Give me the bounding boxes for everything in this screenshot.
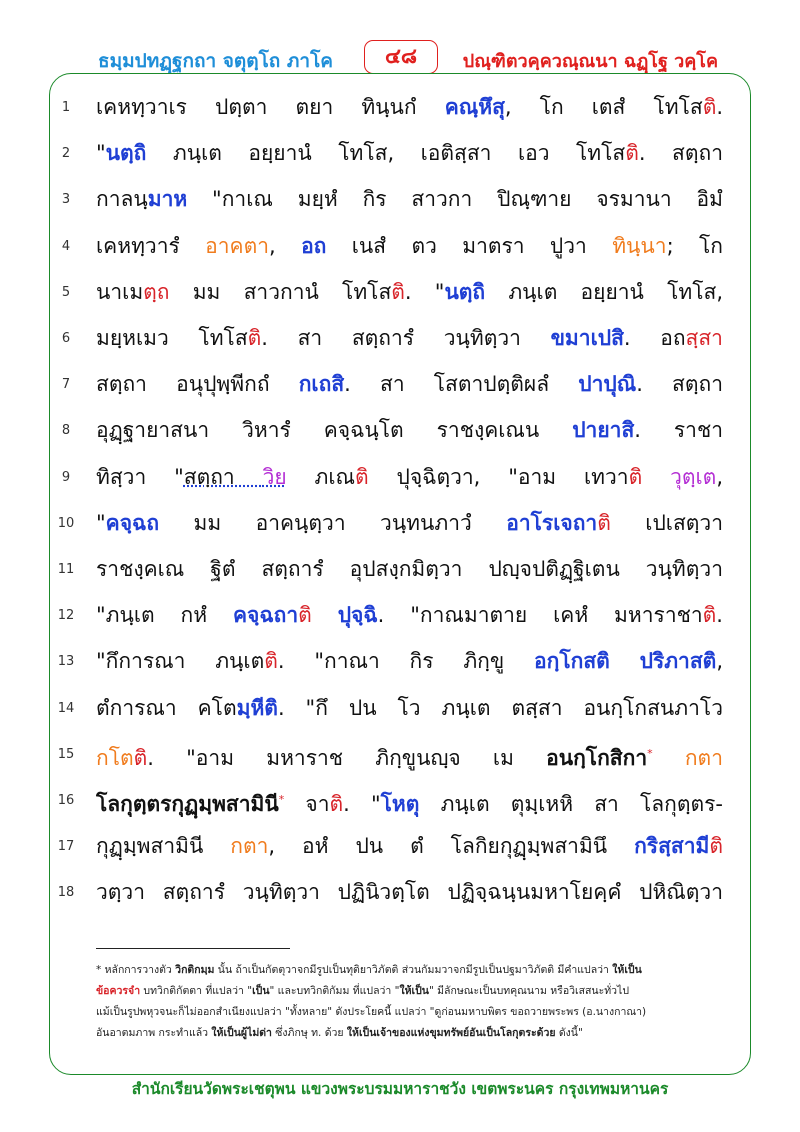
text-segment: ภนฺเต ตุมฺเหหิ สา โลกุตฺตร-: [419, 792, 723, 816]
line-text: [96, 223, 723, 269]
highlighted-word: ติ: [628, 464, 643, 489]
line-text: [96, 84, 723, 130]
highlighted-word: ติ: [329, 792, 344, 816]
text-segment: ,: [716, 649, 723, 674]
text-segment: ": [96, 141, 106, 166]
footnote-segment: " และบทวิกติกัมม ที่แปลว่า ": [269, 985, 400, 997]
text-segment: .: [716, 603, 723, 628]
highlighted-word: วุตฺเต: [670, 464, 717, 489]
footnote-segment: ให้เป็นเจ้าของแห่งขุมทรัพย์อันเป็นโลกุตระด้วย: [346, 1027, 556, 1039]
text-segment: [312, 603, 338, 627]
highlighted-word: นตฺถิ: [105, 141, 147, 166]
text-segment: กุฏฺมฺพสามินี: [96, 834, 231, 859]
line-text: [96, 823, 723, 869]
footnote-segment: อันอาตมภาพ กระทำแล้ว: [96, 1027, 212, 1039]
line-number: 2: [61, 146, 71, 162]
text-line: [0, 869, 800, 915]
highlighted-word: นตฺถิ: [444, 279, 486, 304]
line-number: 3: [61, 192, 71, 208]
highlighted-word: ทินฺนา: [612, 233, 667, 258]
highlighted-word: อาคตา: [205, 233, 270, 258]
text-segment: มยฺหเมว โทโส: [96, 326, 248, 350]
highlighted-word: ติ: [247, 326, 262, 350]
highlighted-word: อถ: [301, 233, 327, 258]
highlighted-word: กโต: [96, 745, 134, 770]
text-segment: มม สาวกานํ โทโส: [169, 279, 392, 304]
line-number: 16: [57, 793, 75, 808]
text-line: [0, 454, 800, 500]
text-line: [0, 546, 800, 592]
footnote-segment: ข้อควรจำ: [96, 985, 141, 997]
institution-footer: สำนักเรียนวัดพระเชตุพน แขวงพระบรมมหาราชวัง เขตพระนคร กรุงเทพมหานคร: [131, 1080, 669, 1098]
text-segment: ตํการณา คโต: [96, 695, 237, 720]
text-line: [0, 777, 800, 823]
text-line: [0, 315, 800, 361]
text-segment: . "กาณมาตาย เคหํ มหาราชา: [377, 603, 703, 628]
chapter-title: ปณฺฑิตวคฺควณฺณนา ฉฏฺโฐ วคฺโค: [462, 51, 718, 72]
line-text: [96, 777, 723, 827]
highlighted-word: โลกุตฺตรกุฏฺมฺพสามินี: [96, 792, 279, 816]
text-segment: . ": [404, 279, 445, 304]
text-line: [0, 361, 800, 407]
text-segment: . "กึ ปน โว ภนฺเต ตสฺสา อนกฺโกสนภาโว: [277, 695, 723, 720]
text-line: [0, 130, 800, 176]
line-number: 11: [57, 562, 75, 577]
line-number: 4: [61, 238, 71, 254]
footnote-marker: *: [647, 746, 653, 760]
highlighted-word: ปายาสิ: [572, 418, 635, 443]
footnote-line: [96, 1002, 722, 1023]
text-segment: เปเสตฺวา: [610, 510, 723, 535]
footnote-segment: " มีลักษณะเป็นบทคุณนาม หรือวิเสสนะทั่วไป: [428, 985, 630, 997]
text-segment: ; โก: [666, 233, 723, 258]
text-line: [0, 500, 800, 546]
highlighted-word: คจฺฉถา: [233, 603, 299, 628]
text-segment: .: [716, 95, 723, 119]
line-number: 15: [57, 746, 75, 762]
line-number: 12: [57, 608, 75, 624]
text-segment: ภเณ: [286, 464, 356, 489]
text-line: [0, 823, 800, 869]
highlighted-word: ปริภาสติ: [639, 649, 717, 674]
highlighted-word: ตฺถ: [143, 279, 170, 304]
text-segment: เคหทฺวารํ: [96, 233, 206, 258]
highlighted-word: โหตุ: [380, 792, 420, 816]
line-text: [96, 592, 723, 638]
highlighted-word: ติ: [298, 603, 312, 628]
footnote-line: [96, 981, 722, 1002]
line-number: 18: [57, 885, 75, 901]
highlighted-word: ปาปุณิ: [578, 372, 637, 397]
line-number: 9: [61, 469, 71, 485]
text-segment: . สตฺถา: [636, 372, 723, 397]
text-segment: [642, 465, 670, 489]
text-segment: สตฺถา อนุปุพฺพีกถํ: [96, 372, 299, 397]
text-segment: ": [96, 510, 106, 535]
line-text: [96, 176, 723, 222]
text-segment: . สา โสตาปตฺติผลํ: [344, 372, 579, 397]
highlighted-word: ปุจฺฉิ: [337, 603, 378, 628]
text-segment: กาลนฺ: [96, 187, 148, 212]
text-segment: "กึการณา ภนฺเต: [96, 649, 265, 674]
text-segment: . ": [343, 792, 381, 816]
highlighted-word: ติ: [625, 141, 639, 166]
highlighted-word: ติ: [702, 603, 717, 628]
text-segment: . "กาณา กิร ภิกฺขู: [277, 649, 535, 674]
text-segment: วตฺวา สตฺถารํ วนฺทิตฺวา ปฏินิวตฺโต ปฏิจฺฉนฺนมหาโยคฺคํ ปหิณิตฺวา: [96, 880, 723, 905]
text-segment: . สตฺถา: [638, 141, 723, 166]
text-segment: ,: [269, 233, 302, 258]
highlighted-word: อาโรเจถา: [506, 510, 598, 535]
highlighted-word: กริสฺสามี: [634, 834, 710, 859]
line-text: [96, 454, 723, 500]
text-line: [0, 638, 800, 684]
text-line: [0, 592, 800, 638]
text-segment: นาเม: [96, 279, 144, 304]
text-segment: ,: [716, 464, 723, 489]
line-number: 7: [61, 377, 71, 393]
line-number: 5: [61, 284, 71, 300]
footnote-line: [96, 960, 722, 981]
text-segment: "กาเณ มยฺหํ กิร สาวกา ปิณฺฑาย จรมานา อิมํ: [187, 187, 723, 212]
highlighted-word: วิย: [262, 464, 287, 489]
highlighted-word: ติ: [355, 464, 369, 489]
line-text: [96, 638, 723, 684]
footnote-segment: แม้เป็นรูปพหุวจนะก็ไม่ออกสำเนียงแปลว่า "ทั้งหลาย" ดังประโยคนี้ แปลว่า "ดูก่อนมหาบพิตร ขอถวายพระพร (อ.นางกาณา): [96, 1006, 647, 1018]
line-text: [96, 546, 723, 592]
line-text: [96, 361, 723, 407]
text-segment: "ภนฺเต กหํ: [96, 603, 233, 628]
footnote-segment: เป็น: [252, 985, 270, 997]
footnote-line: [96, 1023, 722, 1044]
text-segment: ปุจฺฉิตฺวา, "อาม เทวา: [368, 464, 629, 489]
footnote-marker: *: [278, 793, 285, 806]
line-number: 13: [57, 654, 75, 670]
highlighted-word: อกฺโกสติ: [534, 649, 610, 674]
line-number: 1: [61, 100, 71, 115]
highlighted-word: ติ: [391, 279, 405, 304]
highlighted-word: กตา: [684, 745, 723, 770]
line-number: 10: [57, 515, 75, 531]
footnote: [96, 960, 722, 1044]
footnote-segment: วิกติกมฺม: [175, 964, 215, 976]
line-text: [96, 407, 723, 453]
highlighted-word: ติ: [702, 95, 717, 119]
line-text: [96, 315, 723, 361]
highlighted-word: ติ: [264, 649, 278, 674]
text-segment: ภนฺเต อยฺยานํ โทโส,: [485, 279, 723, 304]
line-text: [96, 130, 723, 176]
footnote-segment: ให้เป็น: [399, 985, 429, 997]
text-line: [0, 84, 800, 130]
footnote-segment: ดังนี้": [555, 1027, 583, 1039]
text-segment: , อหํ ปน ตํ โลกิยกุฏฺมฺพสามินึ: [268, 834, 635, 859]
line-text: [96, 731, 723, 781]
footnote-segment: บทวิกติกัตตา ที่แปลว่า ": [140, 985, 253, 997]
text-line: [0, 685, 800, 731]
highlighted-word: ติ: [133, 745, 148, 770]
text-segment: ภนฺเต อยฺยานํ โทโส, เอติสฺสา เอว โทโส: [146, 141, 626, 166]
line-text: [96, 869, 723, 915]
highlighted-word: คจฺฉถ: [105, 510, 160, 535]
highlighted-word: ติ: [597, 510, 611, 535]
highlighted-word: กเถสิ: [298, 372, 345, 397]
highlighted-word: อนกฺโกสิกา: [546, 745, 648, 770]
line-text: [96, 500, 723, 546]
line-text: [96, 269, 723, 315]
page-number: ๔๘: [364, 40, 438, 74]
footnote-segment: นั้น ถ้าเป็นกัตตุวาจกมีรูปเป็นทุติยาวิภัตติ ส่วนกัมมวาจกมีรูปเป็นปฐมาวิภัตติ มีคำแปลว่า: [214, 964, 613, 976]
line-number: 17: [57, 839, 75, 855]
text-segment: เคหทฺวาเร ปตฺตา ตยา ทินฺนกํ: [96, 95, 445, 119]
highlighted-word: สฺสา: [685, 326, 723, 350]
text-line: [0, 269, 800, 315]
text-segment: ทิสฺวา ": [96, 464, 184, 489]
highlighted-word: กตา: [230, 834, 269, 859]
text-line: [0, 176, 800, 222]
line-number: 8: [61, 423, 71, 439]
line-number: 14: [57, 700, 75, 716]
text-line: [0, 407, 800, 453]
highlighted-word: มาห: [147, 187, 188, 212]
text-segment: เนสํ ตว มาตรา ปูวา: [326, 233, 613, 258]
text-segment: . "อาม มหาราช ภิกฺขูนญฺจ เม: [147, 745, 547, 770]
text-segment: ราชงฺคเณ ฐิตํ สตฺถารํ อุปสงฺกมิตฺวา ปญฺจปติฏฺฐิเตน วนฺทิตฺวา: [96, 557, 723, 581]
line-text: [96, 685, 723, 731]
text-segment: อุฏฺฐายาสนา วิหารํ คจฺฉนฺโต ราชงฺคเณน: [96, 418, 573, 443]
footnote-segment: * หลักการวางตัว: [96, 964, 176, 976]
text-segment: [610, 649, 640, 673]
text-segment: . ราชา: [634, 418, 723, 443]
highlighted-word: มฺหีติ: [236, 695, 278, 720]
book-title: ธมฺมปทฏฺฐกถา จตุตฺโถ ภาโค: [98, 50, 334, 72]
highlighted-word: คณฺหึสุ: [444, 95, 505, 119]
text-line: [0, 731, 800, 777]
footnote-segment: ให้เป็นผู้ไม่ด่า: [211, 1027, 272, 1039]
footnote-segment: ให้เป็น: [612, 964, 642, 976]
text-line: [0, 223, 800, 269]
highlighted-word: ขมาเปสิ: [550, 326, 624, 350]
highlighted-word: ติ: [709, 834, 723, 859]
footnote-divider: [96, 948, 290, 949]
line-number: 6: [61, 331, 71, 346]
text-segment: , โก เตสํ โทโส: [504, 95, 703, 119]
text-segment: จา: [284, 792, 330, 816]
text-segment: [653, 746, 685, 770]
highlighted-word: สตฺถา: [183, 464, 263, 489]
text-segment: . สา สตฺถารํ วนฺทิตฺวา: [261, 326, 551, 350]
footnote-segment: ซึ่งภิกษุ ท. ด้วย: [271, 1027, 347, 1039]
text-segment: . อถ: [623, 326, 686, 350]
text-segment: มม อาคนฺตฺวา วนฺทนภาวํ: [159, 510, 507, 535]
